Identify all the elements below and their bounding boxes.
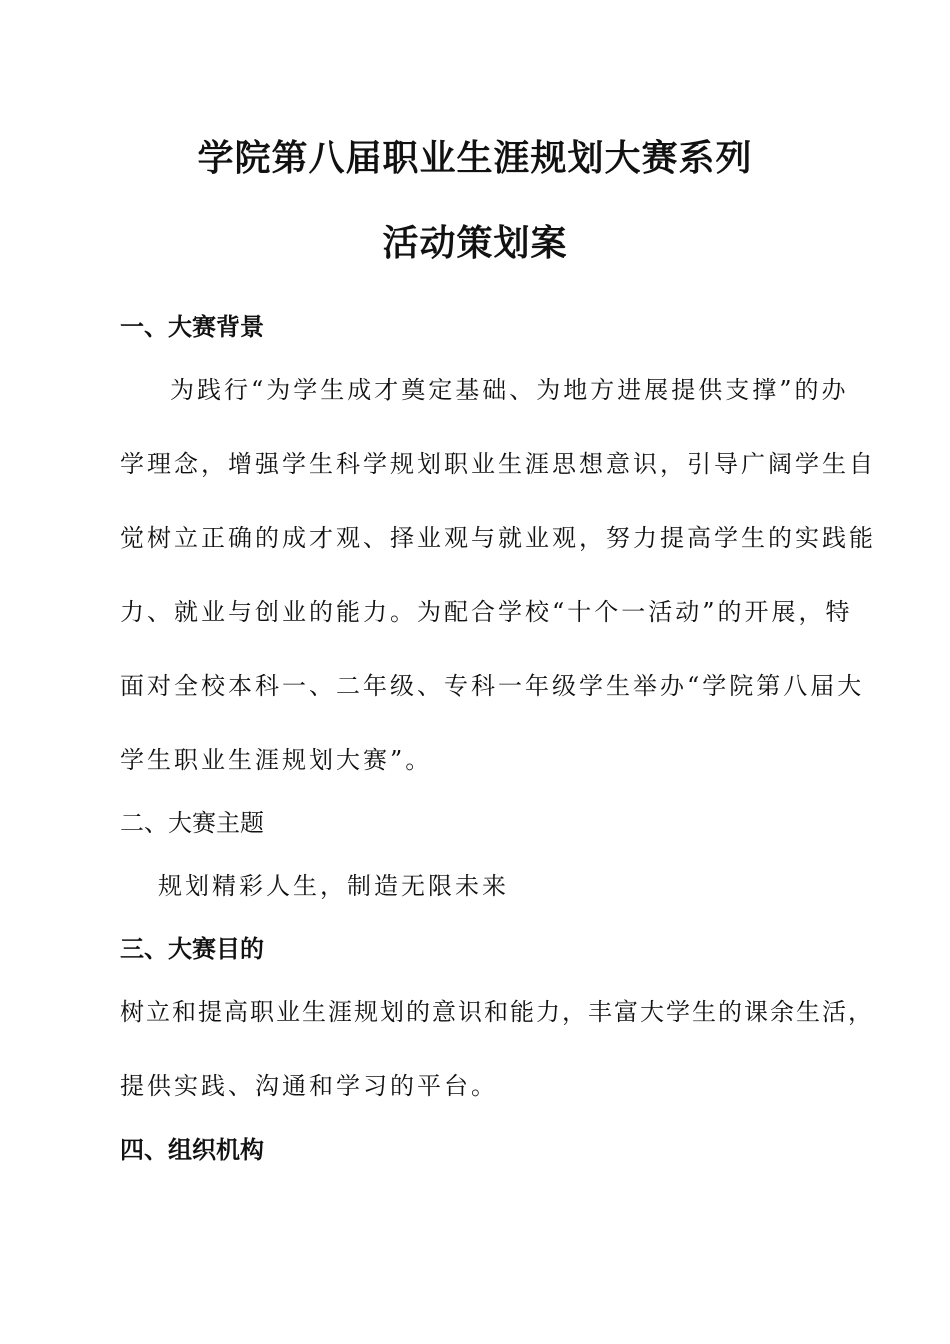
document-title-line-1: 学院第八届职业生涯规划大赛系列 xyxy=(197,138,753,179)
paragraph-line: 提供实践、沟通和学习的平台。 xyxy=(120,1072,498,1100)
paragraph-line: 力、就业与创业的能力。为配合学校“十个一活动”的开展，特 xyxy=(120,598,853,626)
paragraph-line: 树立和提高职业生涯规划的意识和能力，丰富大学生的课余生活， xyxy=(120,998,874,1026)
section-heading-theme: 二、大赛主题 xyxy=(120,809,264,837)
document-title-line-2: 活动策划案 xyxy=(382,223,568,264)
paragraph-line: 学生职业生涯规划大赛”。 xyxy=(120,746,433,774)
paragraph-line: 面对全校本科一、二年级、专科一年级学生举办“学院第八届大 xyxy=(120,672,865,700)
paragraph-line: 觉树立正确的成才观、择业观与就业观，努力提高学生的实践能 xyxy=(120,524,876,552)
paragraph-line: 为践行“为学生成才奠定基础、为地方进展提供支撑”的办 xyxy=(170,376,849,404)
paragraph-line: 学理念，增强学生科学规划职业生涯思想意识，引导广阔学生自 xyxy=(120,450,876,478)
paragraph-line: 规划精彩人生，制造无限未来 xyxy=(158,872,509,900)
section-heading-purpose: 三、大赛目的 xyxy=(120,935,264,963)
section-heading-background: 一、大赛背景 xyxy=(120,313,264,341)
section-heading-organization: 四、组织机构 xyxy=(120,1136,264,1164)
